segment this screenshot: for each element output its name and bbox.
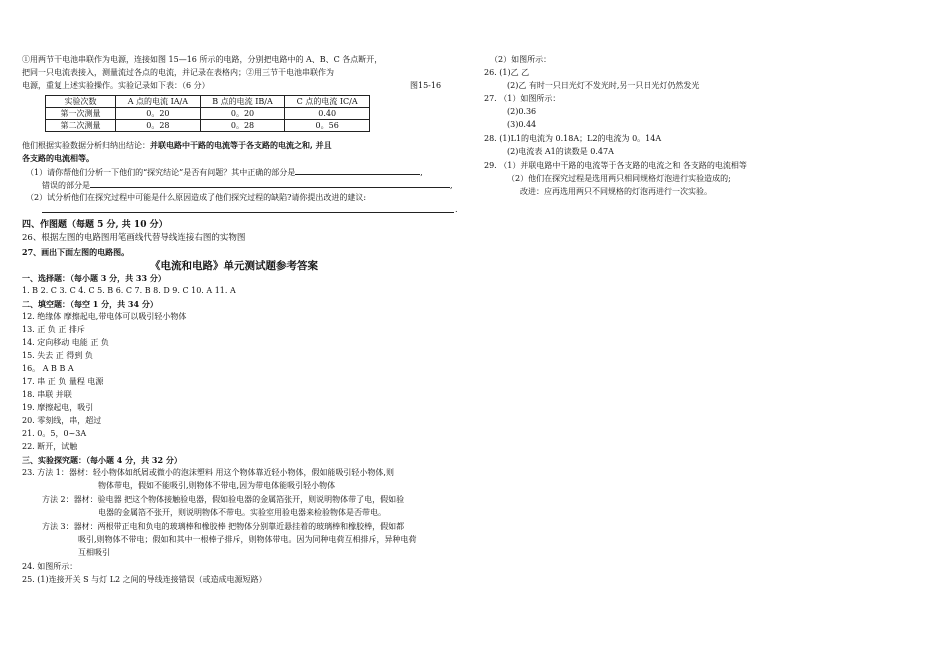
conclusion-text: 他们根据实验数据分析归纳出结论： [22, 141, 150, 150]
conclusion-line-1 [22, 139, 332, 152]
answer-15: 15. 失去 正 得到 负 [22, 351, 93, 360]
table-cell: 0.40 [285, 108, 370, 120]
table-header-cell: B 点的电流 IB/A [200, 96, 285, 108]
answer-28: 28. (1)L1的电流为 0.18A；L2的电流为 0。14A [484, 134, 662, 143]
question-27: 27、画出下面左图的电路图。 [22, 247, 130, 257]
subquestion-1a: （1）请你帮他们分析一下他们的“探究结论”是否有问题？其中正确的部分是 , [26, 168, 423, 177]
section-2-heading: 二、填空题：（每空 1 分，共 34 分） [22, 299, 158, 309]
answer-29: 29. （1）并联电路中干路的电流等于各支路的电流之和 各支路的电流相等 [484, 161, 747, 170]
answer-27-part-2: (2)0.36 [507, 107, 537, 116]
table-cell: 0。28 [200, 120, 285, 132]
experiment-table [45, 95, 370, 132]
answer-21: 21. 0。5，0~3A [22, 429, 87, 438]
table-cell: 第一次测量 [46, 108, 116, 120]
subquestion-1b-text: 错误的部分是 [42, 181, 90, 190]
table-cell: 第二次测量 [46, 120, 116, 132]
answer-23-method-2: 方法 2：器材：验电器 把这个物体接触验电器，假如验电器的金属箔张开，则说明物体带了电，假如验 [42, 495, 405, 504]
section-1-answers: 1. B 2. C 3. C 4. C 5. B 6. C 7. B 8. D 9. C 10. A 11. A [22, 286, 236, 295]
answer-24: 24. 如图所示： [22, 562, 78, 571]
table-header-row [46, 96, 370, 108]
answer-20: 20. 零刻线，串，超过 [22, 416, 102, 425]
section-3-heading: 三、实验探究题：（每小题 4 分，共 32 分） [22, 455, 182, 465]
answer-22: 22. 断开，试触 [22, 442, 78, 451]
answer-27: 27. （1）如图所示： [484, 94, 561, 103]
answer-23-method-3-cont2: 互相吸引 [78, 548, 110, 557]
answer-key-title: 《电流和电路》单元测试题参考答案 [150, 260, 318, 272]
answer-25-part-2: （2）如图所示： [490, 55, 552, 64]
answer-23-method-3: 方法 3：器材：两根带正电和负电的玻璃棒和橡胶棒 把物体分别靠近悬挂着的玻璃棒和橡胶棒，假如都 [42, 522, 405, 531]
subquestion-1a-text: （1）请你帮他们分析一下他们的“探究结论”是否有问题？其中正确的部分是 [26, 168, 296, 177]
answer-23-method-2-cont: 电器的金属箔不张开，则说明物体不带电。实验室用验电器来检验物体是否带电。 [98, 508, 386, 517]
answer-23-method-3-cont: 吸引,则物体不带电；假如和其中一根棒子排斥，则物体带电。因为同种电荷互相排斥，异种电荷 [78, 535, 417, 544]
answer-26-part-2: (2)乙 有时一只日光灯不发光时,另一只日光灯仍然发光 [507, 81, 700, 90]
answer-blank-wrong [90, 179, 450, 188]
answer-29-part-2: （2）他们在探究过程是选用两只相同规格灯泡进行实验造成的; [507, 174, 731, 183]
table-cell: 0。20 [200, 108, 285, 120]
table-header-cell: A 点的电流 IA/A [116, 96, 201, 108]
answer-28-part-2: (2)电流表 A1的读数是 0.47A [507, 147, 614, 156]
question-intro-line-3: 电源，重复上述实验操作。实验记录如下表：（6 分） [22, 81, 210, 90]
table-cell: 0。28 [116, 120, 201, 132]
table-row [46, 120, 370, 132]
conclusion-line-2: 各支路的电流相等。 [22, 153, 94, 163]
answer-12: 12. 绝缘体 摩擦起电,带电体可以吸引轻小物体 [22, 312, 187, 321]
table-row [46, 108, 370, 120]
answer-18: 18. 串联 并联 [22, 390, 72, 399]
answer-17: 17. 串 正 负 量程 电源 [22, 377, 104, 386]
answer-25: 25. (1)连接开关 S 与灯 L2 之间的导线连接错误（或造成电源短路） [22, 575, 267, 584]
question-26: 26、根据左图的电路图用笔画线代替导线连接右图的实物图 [22, 233, 246, 243]
subquestion-1b: 错误的部分是 , [42, 181, 453, 190]
table-header-cell: C 点的电流 IC/A [285, 96, 370, 108]
answer-13: 13. 正 负 正 排斥 [22, 325, 85, 334]
answer-23-method-1: 23. 方法 1：器材：轻小物体如纸屑或微小的泡沫塑料 用这个物体靠近轻小物体，假如能吸引轻小物体,则 [22, 468, 394, 477]
question-intro-line-1: ①用两节干电池串联作为电源，连接如图 15—16 所示的电路，分别把电路中的 A、B、C 各点断开， [22, 55, 383, 64]
period-mark: . [455, 205, 458, 214]
answer-29-improvement: 改进：应再选用两只不同规格的灯泡再进行一次实验。 [520, 187, 712, 196]
section-4-heading: 四、作图题（每题 5 分, 共 10 分） [22, 220, 168, 230]
answer-blank-suggestion [42, 212, 454, 213]
answer-blank-correct [295, 166, 420, 175]
answer-14: 14. 定向移动 电能 正 负 [22, 338, 109, 347]
subquestion-2: （2）试分析他们在探究过程中可能是什么原因造成了他们探究过程的缺陷?请你提出改进的建议: [26, 193, 367, 202]
answer-19: 19. 摩擦起电，吸引 [22, 403, 94, 412]
section-1-heading: 一、选择题：（每小题 3 分，共 33 分） [22, 273, 166, 283]
answer-27-part-3: (3)0.44 [507, 120, 537, 129]
table-cell: 0。56 [285, 120, 370, 132]
conclusion-bold-text: 并联电路中干路的电流等于各支路的电流之和, 并且 [150, 140, 332, 150]
table-cell: 0。20 [116, 108, 201, 120]
table-header-cell: 实验次数 [46, 96, 116, 108]
answer-16: 16。 A B B A [22, 364, 74, 373]
answer-23-method-1-cont: 物体带电，假如不能吸引,则物体不带电,因为带电体能吸引轻小物体 [98, 481, 336, 490]
figure-label: 图15-16 [410, 81, 442, 90]
answer-26: 26. (1)乙 乙 [484, 68, 530, 77]
question-intro-line-2: 把同一只电流表接入，测量流过各点的电流，并记录在表格内；②用三节干电池串联作为 [22, 68, 334, 77]
